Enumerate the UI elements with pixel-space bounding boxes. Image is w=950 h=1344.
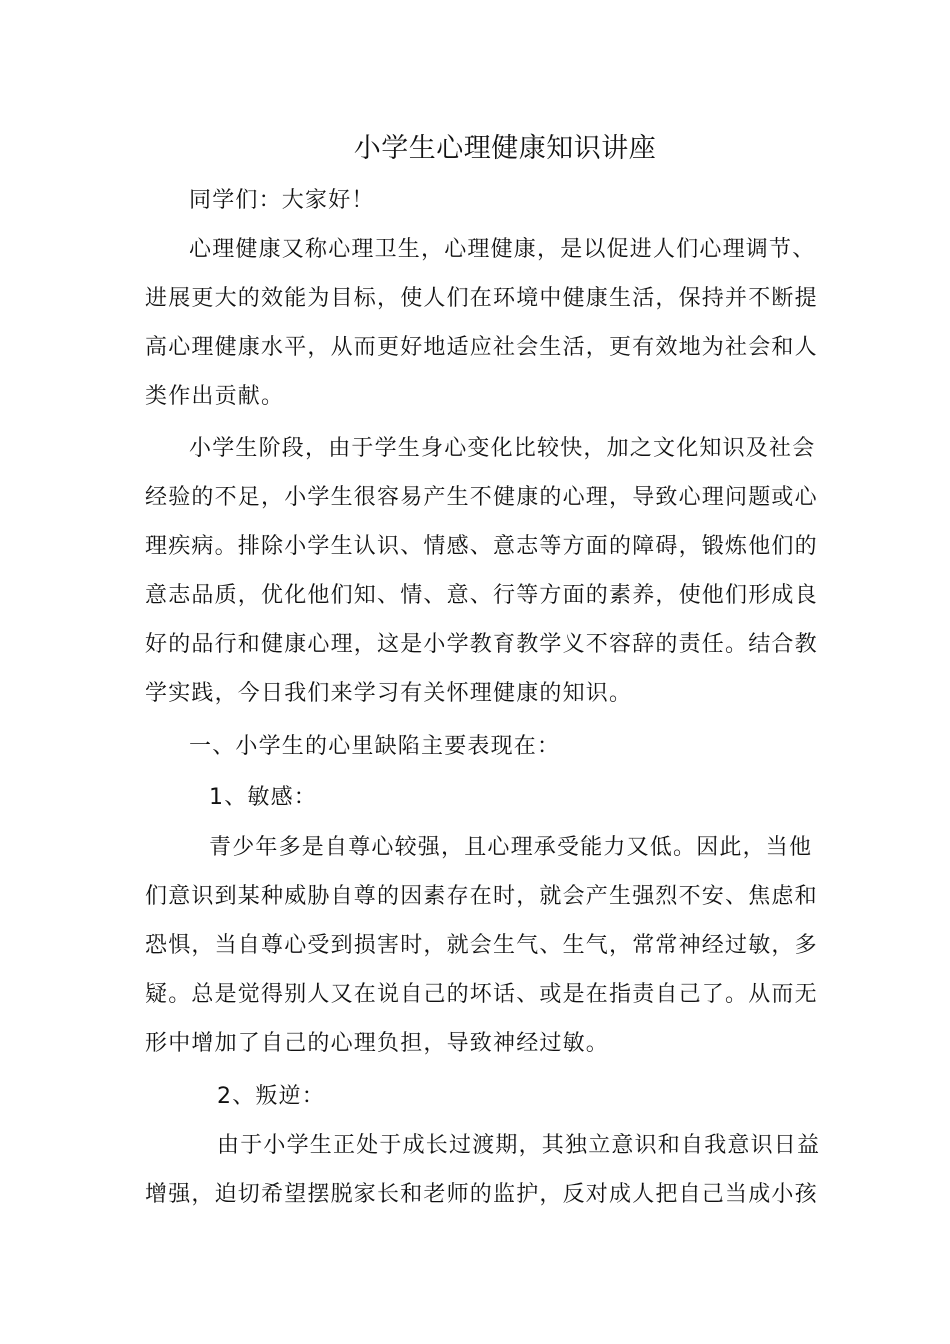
section-heading-line: 一、小学生的心里缺陷主要表现在： <box>189 734 561 759</box>
paragraph-2 <box>145 424 818 718</box>
paragraph-line: 形中增加了自己的心理负担，导致神经过敏。 <box>145 1031 610 1056</box>
item-heading-1 <box>145 773 805 822</box>
item-heading-line: 1、敏感： <box>209 785 317 810</box>
paragraph-line: 小学生阶段，由于学生身心变化比较快，加之文化知识及社会 <box>189 436 816 461</box>
paragraph-line: 好的品行和健康心理，这是小学教育教学义不容辞的责任。结合教 <box>145 632 818 657</box>
item-heading-line: 2、叛逆： <box>217 1084 325 1109</box>
paragraph-line: 疑。总是觉得别人又在说自己的坏话、或是在指责自己了。从而无 <box>145 982 818 1007</box>
paragraph-3 <box>145 823 818 1068</box>
paragraph-line: 心理健康又称心理卫生，心理健康，是以促进人们心理调节、 <box>189 237 816 262</box>
item-heading-2 <box>145 1072 805 1121</box>
greeting <box>145 176 805 225</box>
paragraph-line: 意志品质，优化他们知、情、意、行等方面的素养，使他们形成良 <box>145 583 818 608</box>
paragraph-line: 青少年多是自尊心较强，且心理承受能力又低。因此，当他 <box>209 835 813 860</box>
paragraph-line: 理疾病。排除小学生认识、情感、意志等方面的障碍，锻炼他们的 <box>145 534 818 559</box>
paragraph-4 <box>145 1121 821 1219</box>
paragraph-line: 进展更大的效能为目标，使人们在环境中健康生活，保持并不断提 <box>145 286 818 311</box>
paragraph-line: 类作出贡献。 <box>145 384 285 409</box>
greeting-line: 同学们：大家好！ <box>189 188 375 213</box>
paragraph-line: 由于小学生正处于成长过渡期，其独立意识和自我意识日益 <box>217 1133 821 1158</box>
paragraph-line: 高心理健康水平，从而更好地适应社会生活，更有效地为社会和人 <box>145 335 818 360</box>
section-heading-1 <box>145 722 805 771</box>
paragraph-line: 学实践，今日我们来学习有关怀理健康的知识。 <box>145 681 633 706</box>
paragraph-line: 经验的不足，小学生很容易产生不健康的心理，导致心理问题或心 <box>145 485 818 510</box>
paragraph-line: 增强，迫切希望摆脱家长和老师的监护，反对成人把自己当成小孩 <box>145 1182 818 1207</box>
paragraph-line: 们意识到某种威胁自尊的因素存在时，就会产生强烈不安、焦虑和 <box>145 884 818 909</box>
paragraph-1 <box>145 225 818 421</box>
paragraph-line: 恐惧，当自尊心受到损害时，就会生气、生气，常常神经过敏，多 <box>145 933 818 958</box>
document-title: 小学生心理健康知识讲座 <box>353 133 657 164</box>
